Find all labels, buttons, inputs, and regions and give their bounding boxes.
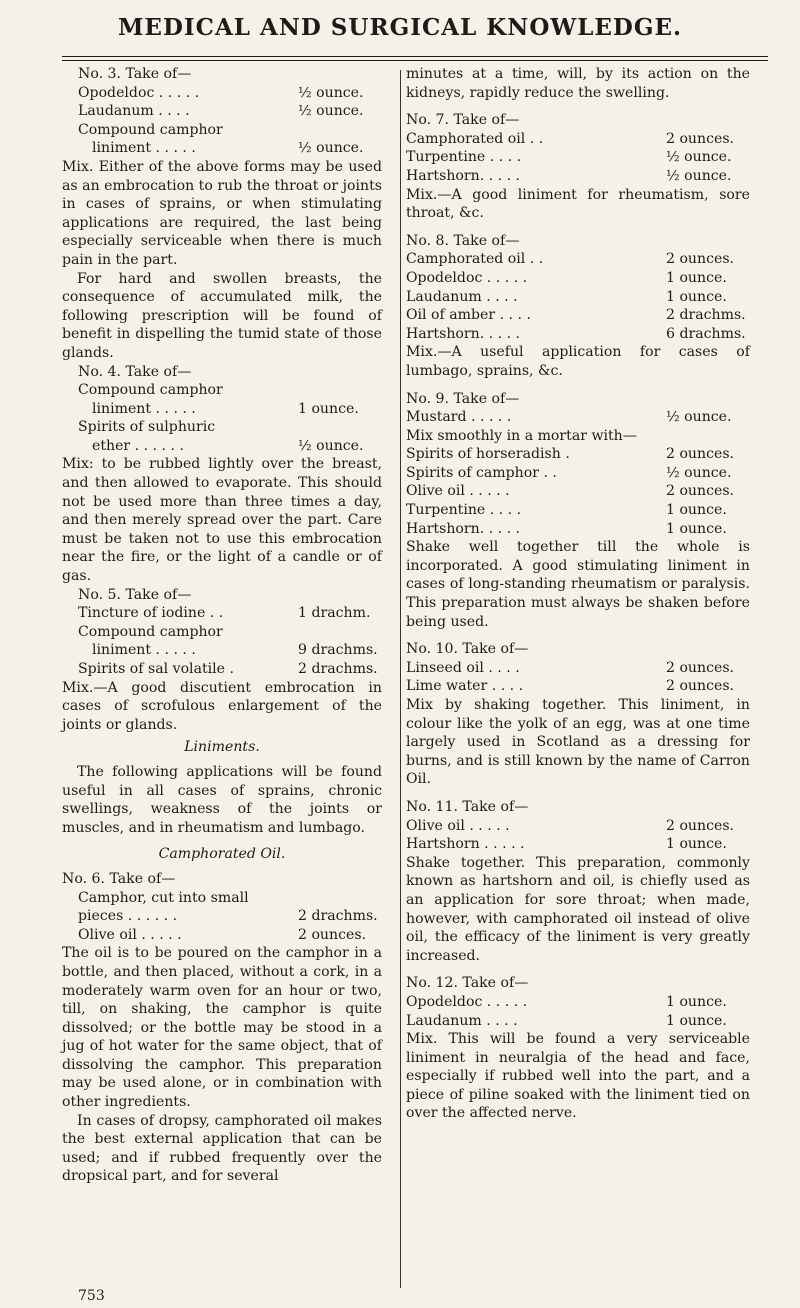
header-rule-thin [62,60,768,61]
ingredient-qty: 1 ounce. [666,269,727,286]
ingredient-name: Camphor, cut into small [78,889,249,906]
recipe-3-text: Mix. Either of the above forms may be used as an embrocation to rub the throat or joints in cases of sprains, or when stimulating applications are required, the last being especially serviceable when there is much pain in the part. [62,158,382,268]
ingredient-qty: 1 ounce. [666,1012,727,1029]
ingredient-qty: 2 ounces. [666,678,735,695]
camphorated-oil-heading: Camphorated Oil. [158,846,286,863]
ingredient-row [406,520,750,539]
ingredient-qty: ½ ounce. [666,464,732,481]
ingredient-name: Laudanum . . . . [406,1012,518,1029]
ingredient-name: Spirits of camphor . . [406,464,557,481]
recipe-4-text: Mix: to be rubbed lightly over the breast, and then allowed to evaporate. This should not be used more than three times a day, and then merely spread over the part. Care must be taken not to use this embrocation near the fire, or the light of a candle or of gas. [62,456,382,585]
ingredient-name: Lime water . . . . [406,678,524,695]
ingredient-row [406,1012,750,1031]
recipe-7-title: No. 7. Take of— [406,112,520,129]
recipe-11-title: No. 11. Take of— [406,798,529,815]
ingredient-row [406,408,750,427]
ingredient-name: Olive oil . . . . . [406,483,510,500]
ingredient-row [406,835,750,854]
ingredient-qty: ½ ounce. [666,409,732,426]
ingredient-name: Linseed oil . . . . [406,659,520,676]
ingredient-name: Opodeldoc . . . . . [406,993,528,1010]
recipe-7-text: Mix.—A good liniment for rheumatism, sore throat, &c. [406,186,750,222]
ingredient-row [62,926,382,945]
ingredient-qty: 2 ounces. [666,659,735,676]
recipe-12-title: No. 12. Take of— [406,975,529,992]
recipe-3-title: No. 3. Take of— [78,66,192,82]
ingredient-qty: ½ ounce. [666,167,732,184]
ingredient-name: Hartshorn. . . . . [406,325,521,342]
recipe-9-text: Shake well together till the whole is incorporated. A good stimulating liniment in cases of long-standing rheumatism or paralysis. This preparation must always be shaken before being used. [406,539,750,630]
ingredient-name: Spirits of horseradish . [406,446,570,463]
ingredient-name: Hartshorn . . . . . [406,836,525,853]
recipe-11-text: Shake together. This preparation, commonly known as hartshorn and oil, is chiefly used as an application for sore throat; when made, however, with camphorated oil instead of olive oil, the efficacy of the liniment is very greatly increased. [406,854,750,964]
ingredient-name: Compound camphor [78,121,223,138]
ingredient-name: Oil of amber . . . . [406,307,531,324]
ingredient-qty: 2 ounces. [666,130,735,147]
ingredient-name: ether . . . . . . [92,437,184,454]
liniments-heading: Liniments. [184,739,260,756]
ingredient-row [406,167,750,186]
recipe-5-title: No. 5. Take of— [78,586,192,603]
ingredient-row [406,306,750,325]
ingredient-name: Turpentine . . . . [406,502,522,519]
ingredient-name: Compound camphor [78,623,223,640]
ingredient-qty: 2 ounces. [666,446,735,463]
ingredient-name: Camphorated oil . . [406,251,544,268]
left-column [62,65,382,1186]
ingredient-qty: 1 ounce. [666,502,727,519]
recipe-5-text: Mix.—A good discutient embrocation in cases of scrofulous enlargement of the joints or glands. [62,679,382,733]
ingredient-qty: 2 drachms. [298,908,378,925]
ingredient-name: Opodeldoc . . . . . [406,269,528,286]
ingredient-qty: 1 ounce. [666,288,727,305]
ingredient-row [406,464,750,483]
ingredient-qty: 2 drachms. [666,307,746,324]
recipe-6-text: The oil is to be poured on the camphor in a bottle, and then placed, without a cork, in a moderately warm oven for an hour or two, till, on shaking, the camphor is quite dissolved; or the bottle may be stood in a jug of hot water for the same object, that of dissolving the camphor. This preparation may be used alone, or in combination with other ingredients. [62,945,382,1111]
ingredient-name: Camphorated oil . . [406,130,544,147]
ingredient-name: Mustard . . . . . [406,409,512,426]
ingredient-row [406,817,750,836]
ingredient-row [406,501,750,520]
ingredient-row [406,445,750,464]
page-number: 753 [78,1288,105,1304]
ingredient-row [406,130,750,149]
ingredient-row [406,250,750,269]
recipe-6-title: No. 6. Take of— [62,870,176,887]
ingredient-qty: 2 ounces. [666,817,735,834]
ingredient-qty: 2 drachms. [298,661,378,677]
ingredient-qty: 2 ounces. [666,483,735,500]
ingredient-qty: ½ ounce. [298,140,364,157]
ingredient-row [62,139,382,158]
ingredient-row [62,84,382,103]
ingredient-row [406,482,750,501]
ingredient-row [62,102,382,121]
ingredient-row [406,288,750,307]
ingredient-name: Hartshorn. . . . . [406,520,521,537]
recipe-8-title: No. 8. Take of— [406,232,520,249]
recipe-8-text: Mix.—A useful application for cases of lumbago, sprains, &c. [406,344,750,379]
ingredient-qty: 1 ounce. [666,993,727,1010]
ingredient-name: Tincture of iodine . . [78,605,224,622]
header-rule [62,56,768,57]
ingredient-name: liniment . . . . . [92,642,196,659]
ingredient-name: Compound camphor [78,382,223,399]
ingredient-name: Spirits of sulphuric [78,419,216,436]
continued-paragraph: minutes at a time, will, by its action on the kidneys, rapidly reduce the swelling. [406,66,750,101]
ingredient-qty: ½ ounce. [298,84,364,101]
ingredient-name: Laudanum . . . . [78,103,190,120]
ingredient-qty: ½ ounce. [666,149,732,166]
ingredient-qty: 2 ounces. [666,251,735,268]
ingredient-row [406,659,750,678]
ingredient-name: liniment . . . . . [92,140,196,157]
ingredient-name: Turpentine . . . . [406,149,522,166]
ingredient-name: liniment . . . . . [92,400,196,417]
recipe-10-text: Mix by shaking together. This liniment, in colour like the yolk of an egg, was at one time largely used in Scotland as a dressing for burns, and is still known by the name of Carron Oil. [406,697,750,788]
ingredient-qty: 1 ounce. [666,836,727,853]
ingredient-qty: 9 drachms. [298,642,378,659]
right-column [406,65,750,1123]
ingredient-qty: 1 ounce. [666,520,727,537]
liniments-paragraph: The following applications will be found useful in all cases of sprains, chronic swellings, weakness of the joints or muscles, and in rheumatism and lumbago. [62,763,382,836]
ingredient-name: Opodeldoc . . . . . [78,84,200,101]
ingredient-row [406,269,750,288]
ingredient-qty: 1 ounce. [298,400,359,417]
ingredient-row [62,437,382,456]
ingredient-row [62,907,382,926]
ingredient-name: Laudanum . . . . [406,288,518,305]
recipe-12-text: Mix. This will be found a very serviceable liniment in neuralgia of the head and face, especially if rubbed well into the part, and a piece of piline soaked with the liniment tied on over the affected nerve. [406,1031,750,1122]
dropsy-paragraph: In cases of dropsy, camphorated oil makes the best external application that can be used; and if rubbed frequently over the dropsical part, and for several [62,1112,382,1185]
ingredient-row [62,641,382,660]
recipe-9-mix: Mix smoothly in a mortar with— [406,427,637,444]
ingredient-row [406,993,750,1012]
ingredient-qty: 2 ounces. [298,926,367,943]
ingredient-name: Hartshorn. . . . . [406,167,521,184]
recipe-10-title: No. 10. Take of— [406,641,529,658]
ingredient-row [406,325,750,344]
ingredient-row [62,604,382,623]
ingredient-qty: ½ ounce. [298,103,364,120]
column-divider [400,70,401,1288]
ingredient-name: Spirits of sal volatile . [78,661,234,677]
ingredient-qty: 6 drachms. [666,325,746,342]
ingredient-name: Olive oil . . . . . [406,817,510,834]
recipe-9-title: No. 9. Take of— [406,390,520,407]
ingredient-name: Olive oil . . . . . [78,926,182,943]
ingredient-row [406,677,750,696]
ingredient-row [62,660,382,679]
ingredient-qty: ½ ounce. [298,437,364,454]
ingredient-row [62,400,382,419]
ingredient-qty: 1 drachm. [298,605,371,622]
recipe-4-title: No. 4. Take of— [78,363,192,380]
ingredient-row [406,148,750,167]
breasts-paragraph: For hard and swollen breasts, the consequence of accumulated milk, the following prescription will be found of benefit in dispelling the tumid state of those glands. [62,270,382,361]
page-header: MEDICAL AND SURGICAL KNOWLEDGE. [117,14,683,41]
ingredient-name: pieces . . . . . . [78,908,178,925]
